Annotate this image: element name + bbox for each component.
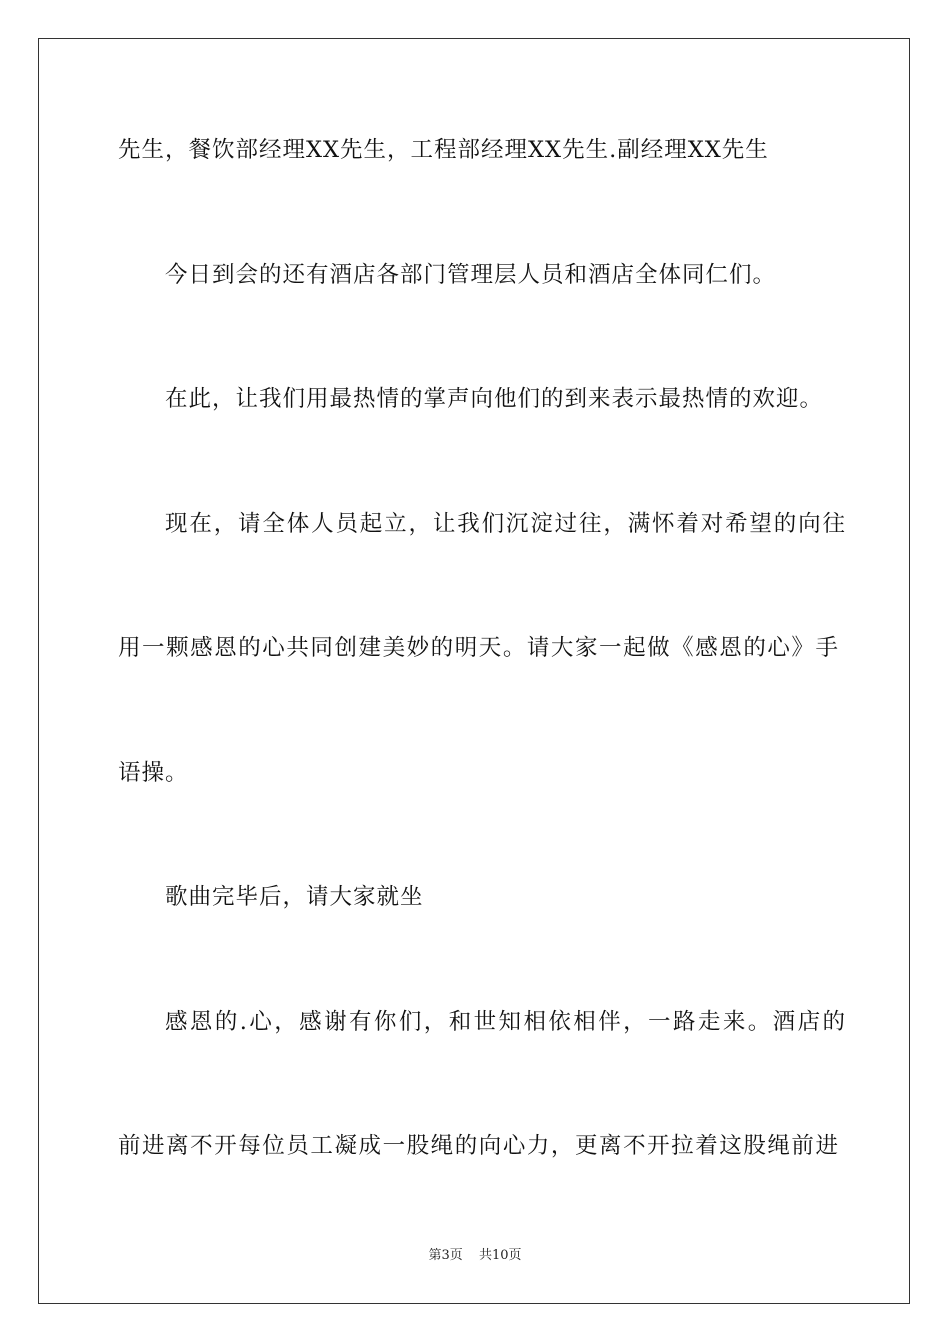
text-line-4: 现在，请全体人员起立，让我们沉淀过往，满怀着对希望的向往 [165,511,845,537]
text-line-2: 今日到会的还有酒店各部门管理层人员和酒店全体同仁们。 [165,262,777,288]
text-line-6: 语操。 [118,760,189,786]
page-total: 共10页 [478,1248,522,1263]
text-line-9: 前进离不开每位员工凝成一股绳的向心力，更离不开拉着这股绳前进 [118,1133,838,1159]
text-line-5: 用一颗感恩的心共同创建美妙的明天。请大家一起做《感恩的心》手 [118,635,838,661]
text-line-7: 歌曲完毕后，请大家就坐 [165,884,424,910]
page-border [38,38,910,1304]
text-line-1: 先生，餐饮部经理XX先生，工程部经理XX先生.副经理XX先生 [118,137,769,163]
page-number: 第3页 [428,1248,463,1263]
text-line-3: 在此，让我们用最热情的掌声向他们的到来表示最热情的欢迎。 [165,386,824,412]
text-line-8: 感恩的.心，感谢有你们，和世知相依相伴，一路走来。酒店的 [165,1009,845,1035]
page-footer [0,1247,950,1265]
